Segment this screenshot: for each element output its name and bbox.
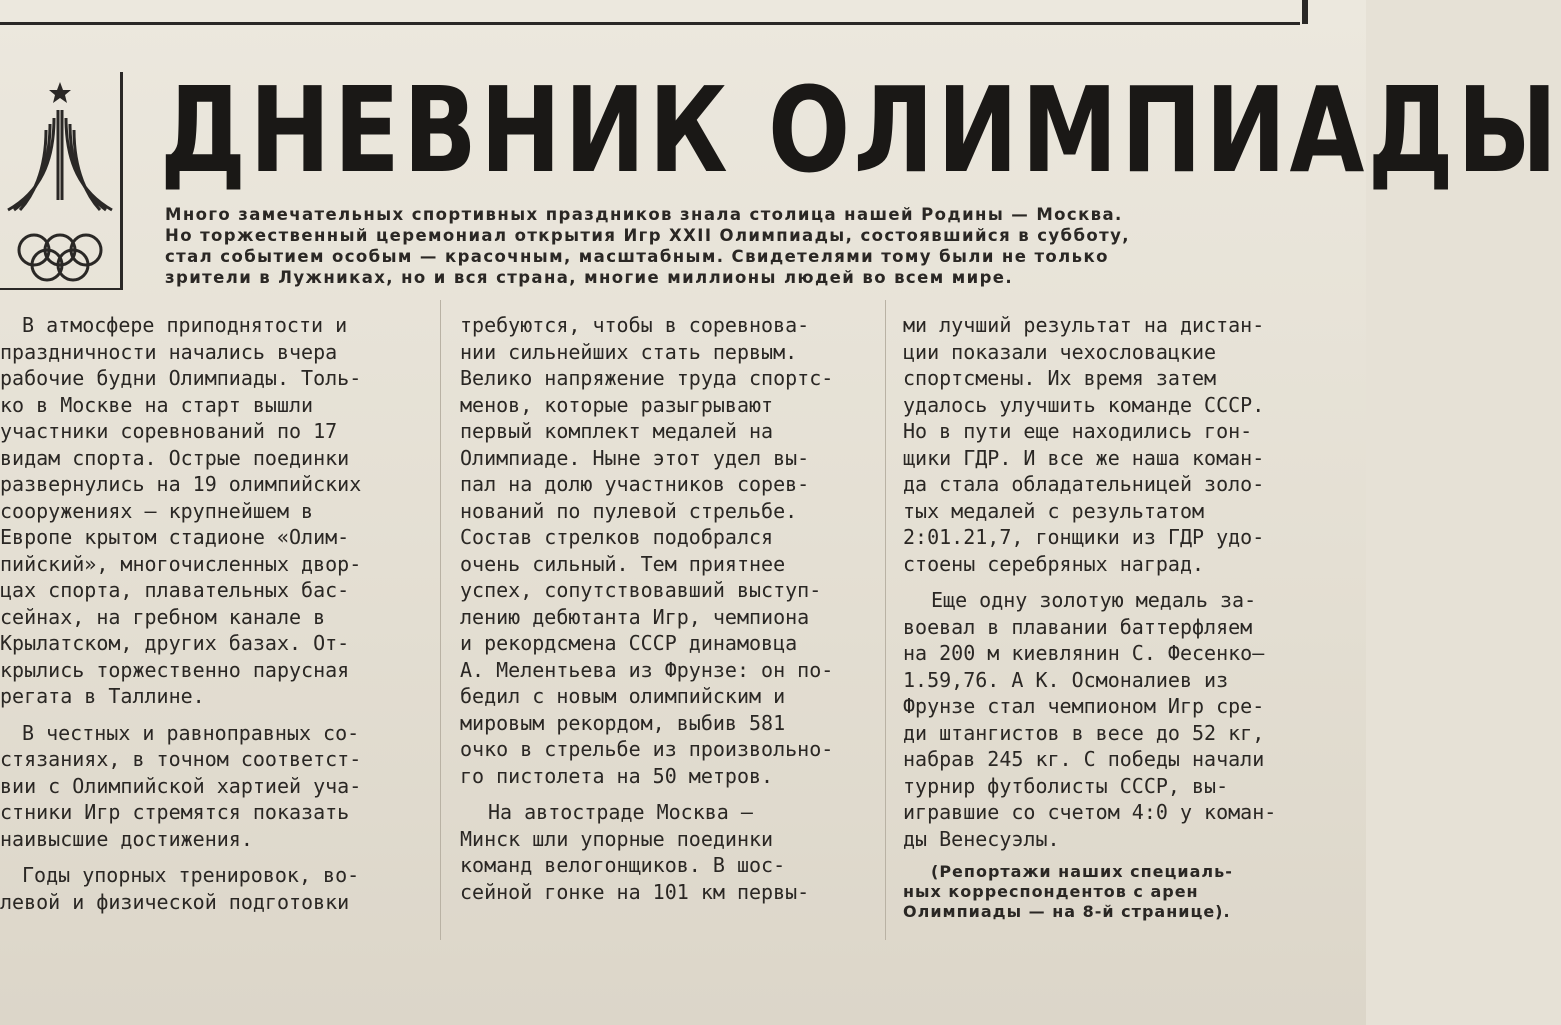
text-line: Велико напряжение труда спортс-	[460, 366, 834, 390]
text-line: турнир футболисты СССР, вы-	[903, 773, 1229, 798]
text-line: В честных и равноправных со-	[22, 720, 360, 745]
text-line: успех, сопутствовавший выступ-	[460, 578, 822, 602]
text-line: крылись торжественно парусная	[0, 657, 350, 682]
text-line: развернулись на 19 олимпийских	[0, 472, 362, 496]
column-divider	[440, 300, 441, 940]
text-line: мировым рекордом, выбив 581	[460, 710, 786, 735]
text-line: На автостраде Москва —	[488, 800, 753, 824]
text-line: воевал в плавании баттерфляем	[903, 614, 1253, 639]
text-line: Фрунзе стал чемпионом Игр сре-	[903, 694, 1265, 718]
paragraph-gap	[903, 577, 1303, 587]
text-line: праздничности начались вчера	[0, 339, 338, 364]
text-line: В атмосфере приподнятости и	[22, 313, 348, 337]
text-line: ды Венесуэлы.	[903, 826, 1060, 851]
text-line: очко в стрельбе из произвольно-	[460, 737, 834, 761]
text-line: вии с Олимпийской хартией уча-	[0, 773, 362, 798]
text-line: спортсмены. Их время затем	[903, 366, 1217, 390]
lead-line: Много замечательных спортивных праздников знала столица нашей Родины — Москва.	[165, 205, 1123, 224]
paragraph	[0, 720, 430, 853]
text-line: участники соревнований по 17	[0, 419, 338, 443]
paragraph	[903, 312, 1303, 577]
text-line: Европе крытом стадионе «Олим-	[0, 525, 350, 549]
text-line: ди штангистов в весе до 52 кг,	[903, 720, 1265, 745]
text-line: сооружениях — крупнейшем в	[0, 498, 314, 523]
moscow-1980-olympic-emblem-icon	[0, 72, 120, 288]
text-line: игравшие со счетом 4:0 у коман-	[903, 800, 1277, 824]
text-line: команд велогонщиков. В шос-	[460, 853, 786, 877]
caption-line: ных корреспондентов с арен	[903, 882, 1199, 901]
paragraph-gap	[460, 789, 870, 799]
text-line: и рекордсмена СССР динамовца	[460, 631, 798, 655]
page-headline: ДНЕВНИК ОЛИМПИАДЫ	[160, 61, 1561, 199]
text-line: набрав 245 кг. С победы начали	[903, 747, 1265, 771]
text-line: нований по пулевой стрельбе.	[460, 498, 798, 523]
text-line: удалось улучшить команде СССР.	[903, 392, 1265, 417]
caption-note	[903, 862, 1303, 922]
lead-line: Но торжественный церемониал открытия Игр XXII Олимпиады, состоявшийся в субботу,	[165, 226, 1130, 245]
text-line: стоены серебряных наград.	[903, 551, 1205, 576]
text-line: стники Игр стремятся показать	[0, 800, 350, 824]
text-line: бедил с новым олимпийским и	[460, 684, 786, 708]
text-line: Олимпиаде. Ныне этот удел вы-	[460, 445, 810, 470]
text-line: Минск шли упорные поединки	[460, 826, 774, 851]
paragraph	[0, 312, 430, 710]
text-line: да стала обладательницей золо-	[903, 472, 1265, 496]
text-line: ми лучший результат на дистан-	[903, 313, 1265, 337]
paragraph-gap	[0, 852, 430, 862]
lead-paragraph	[165, 204, 1310, 288]
article-column-3	[903, 312, 1303, 922]
text-line: пийский», многочисленных двор-	[0, 551, 362, 576]
text-line: очень сильный. Тем приятнее	[460, 551, 786, 576]
text-line: пал на долю участников сорев-	[460, 472, 810, 496]
olympic-emblem-box	[0, 72, 123, 290]
paragraph-gap	[0, 710, 430, 720]
paragraph	[460, 799, 870, 905]
lead-line: стал событием особым — красочным, масштабным. Свидетелями тому были не только	[165, 247, 1109, 266]
text-line: 1.59,76. А К. Осмоналиев из	[903, 667, 1229, 692]
paragraph	[0, 862, 430, 915]
text-line: сейнах, на гребном канале в	[0, 604, 326, 629]
caption-line: (Репортажи наших специаль-	[931, 862, 1233, 881]
text-line: стязаниях, в точном соответст-	[0, 747, 362, 771]
text-line: А. Мелентьева из Фрунзе: он по-	[460, 657, 834, 682]
article-column-1	[0, 312, 430, 915]
lead-line: зрители в Лужниках, но и вся страна, многие миллионы людей во всем мире.	[165, 268, 1014, 287]
text-line: 2:01.21,7, гонщики из ГДР удо-	[903, 525, 1265, 549]
text-line: наивысшие достижения.	[0, 826, 253, 851]
text-line: тых медалей с результатом	[903, 498, 1205, 523]
text-line: Состав стрелков подобрался	[460, 525, 774, 549]
text-line: видам спорта. Острые поединки	[0, 445, 350, 470]
text-line: на 200 м киевлянин С. Фесенко—	[903, 641, 1265, 665]
article-column-2	[460, 312, 870, 905]
text-line: ции показали чехословацкие	[903, 339, 1217, 364]
text-line: ко в Москве на старт вышли	[0, 392, 314, 417]
text-line: цах спорта, плавательных бас-	[0, 578, 350, 602]
text-line: го пистолета на 50 метров.	[460, 763, 774, 788]
text-line: щики ГДР. И все же наша коман-	[903, 445, 1265, 470]
text-line: Годы упорных тренировок, во-	[22, 863, 360, 887]
text-line: сейной гонке на 101 км первы-	[460, 879, 810, 904]
top-border-rule	[0, 0, 1300, 25]
text-line: Крылатском, других базах. От-	[0, 631, 350, 655]
caption-line: Олимпиады — на 8-й странице).	[903, 902, 1231, 921]
text-line: Но в пути еще находились гон-	[903, 419, 1253, 443]
text-line: первый комплект медалей на	[460, 419, 774, 443]
top-border-corner	[1302, 0, 1308, 24]
paragraph	[903, 587, 1303, 852]
text-line: регата в Таллине.	[0, 684, 205, 708]
column-divider	[885, 300, 886, 940]
paragraph-gap	[903, 852, 1303, 862]
text-line: рабочие будни Олимпиады. Толь-	[0, 366, 362, 390]
text-line: левой и физической подготовки	[0, 889, 350, 914]
text-line: Еще одну золотую медаль за-	[931, 588, 1257, 612]
text-line: лению дебютанта Игр, чемпиона	[460, 604, 810, 629]
paragraph	[460, 312, 870, 789]
text-line: нии сильнейших стать первым.	[460, 339, 798, 364]
text-line: требуются, чтобы в соревнова-	[460, 313, 810, 337]
text-line: менов, которые разыгрывают	[460, 392, 774, 417]
